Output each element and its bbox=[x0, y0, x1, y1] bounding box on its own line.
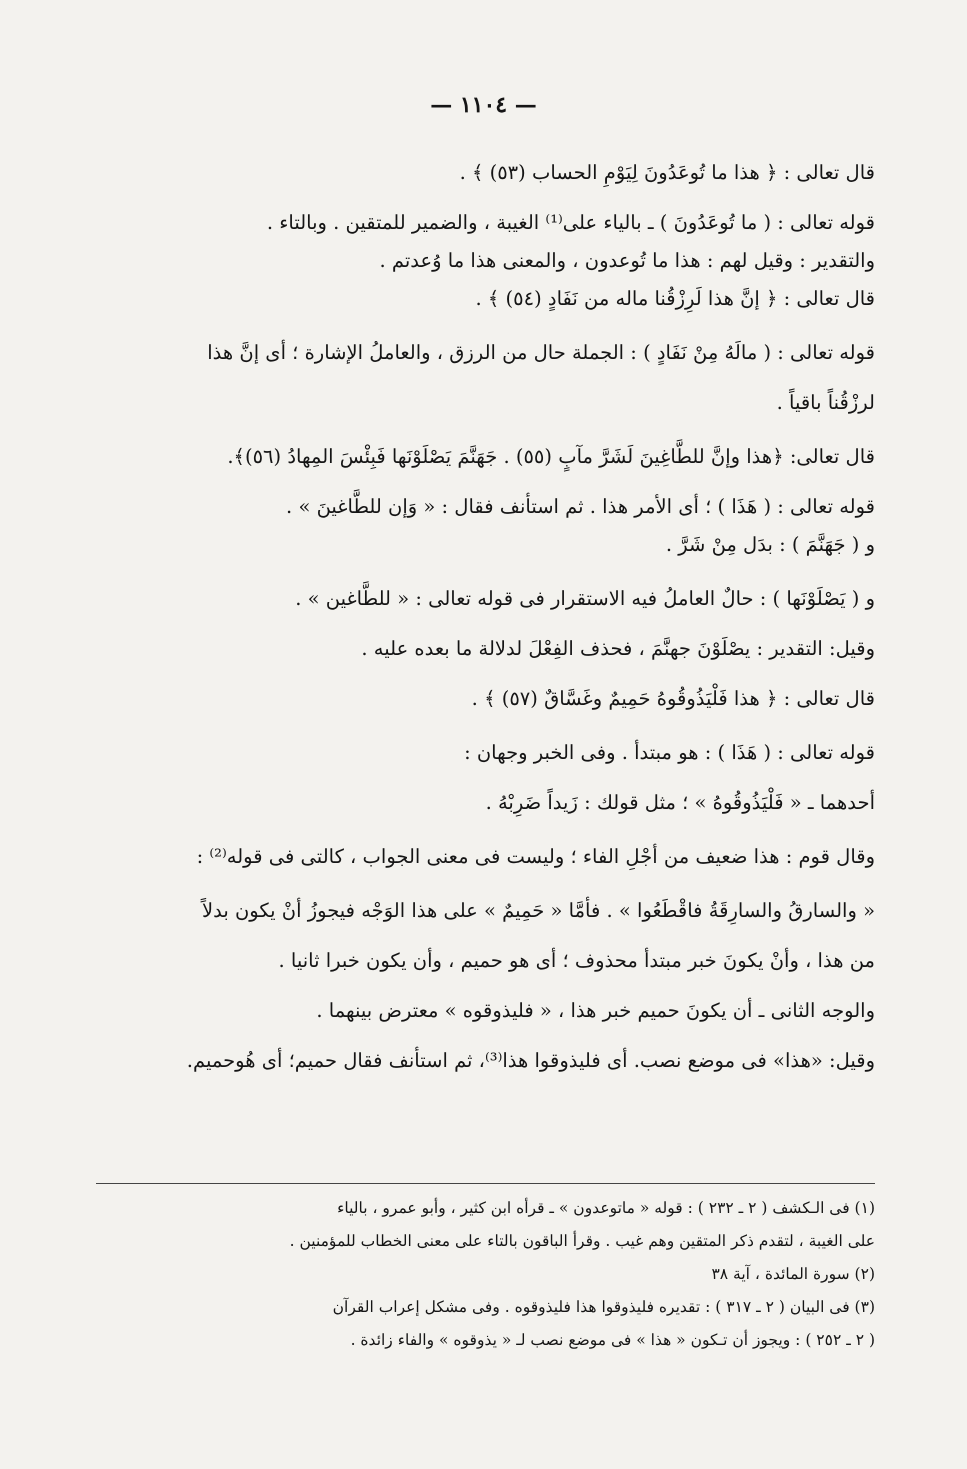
footnote-line: ( ٢ ـ ٢٥٢ ) : ويجوز أن تـكون « هذا » فى موضع نصب لـ « يذوقوه » والفاء زائدة . bbox=[350, 1331, 875, 1349]
text-line: « والسارقُ والسارِقَةُ فاقْطَعُوا » . فأمَّا « حَمِيمٌ » على هذا الوَجْه فيجوزُ أنْ يكون بدلاً bbox=[202, 899, 875, 922]
text-line: لرزْقُناً باقياً . bbox=[776, 391, 875, 414]
text-line: قوله تعالى : ( هَذَا ) : هو مبتدأ . وفى الخبر وجهان : bbox=[464, 741, 875, 764]
text-line: والوجه الثانى ـ أن يكونَ حميم خبر هذا ، « فليذوقوه » معترض بينهما . bbox=[316, 999, 875, 1022]
text-line: قوله تعالى : ( هَذَا ) ؛ أى الأمر هذا . ثم استأنف فقال : « وَإن للطَّاغينَ » . bbox=[286, 495, 875, 518]
text-line: وقيل: التقدير : يصْلَوْنَ جهنَّمَ ، فحذف الفِعْلَ لدلالة ما بعده عليه . bbox=[361, 637, 875, 660]
text-line: قوله تعالى : ( مالَهُ مِنْ نَفَادٍ ) : الجملة حال من الرزق ، والعاملُ الإشارة ؛ أى إنَّ هذا bbox=[207, 341, 875, 364]
footnote-line: (٢) سورة المائدة ، آية ٣٨ bbox=[711, 1265, 875, 1283]
text-line: وقال قوم : هذا ضعيف من أجْلِ الفاء ؛ وليست فى معنى الجواب ، كالتى فى قوله⁽²⁾ : bbox=[196, 845, 875, 868]
footnotes bbox=[96, 1192, 875, 1357]
main-text bbox=[96, 152, 875, 1090]
text-line: من هذا ، وأنْ يكونَ خبر مبتدأ محذوف ؛ أى هو حميم ، وأن يكون خبرا ثانيا . bbox=[278, 949, 875, 972]
text-line: و ( يَصْلَوْنَها ) : حالٌ العاملُ فيه الاستقرار فى قوله تعالى : « للطَّاغين » . bbox=[295, 587, 875, 610]
page-number: — ١١٠٤ — bbox=[430, 92, 537, 118]
text-line: قال تعالى: ﴿هذا وإنَّ للطَّاغِينَ لَشَرَّ مآبٍ (٥٥) . جَهَنَّمَ يَصْلَوْنَها فَبِئْسَ المِهادُ (٥٦)﴾. bbox=[227, 445, 875, 468]
text-line: قال تعالى : ﴿ إنَّ هذا لَرِزْقُنا ماله من نَفَادٍ (٥٤) ﴾ . bbox=[475, 287, 875, 310]
text-line: أحدهما ـ « فَلْيَذُوقُوهُ » ؛ مثل قولك : زَيداً ضَرِبْهُ . bbox=[485, 791, 875, 814]
text-line: و ( جَهَنَّمَ ) : بدَل مِنْ شَرَّ . bbox=[665, 533, 875, 556]
footnote-line: على الغيبة ، لتقدم ذكر المتقين وهم غيب . وقرأ الباقون بالتاء على معنى الخطاب للمؤمنين . bbox=[289, 1232, 875, 1250]
text-line: قال تعالى : ﴿ هذا ما تُوعَدُونَ لِيَوْمِ الحساب (٥٣) ﴾ . bbox=[459, 161, 875, 184]
footnote-line: (١) فى الـكشف ( ٢ ـ ٢٣٢ ) : قوله « ماتوعدون » ـ قرأه ابن كثير ، وأبو عمرو ، بالياء bbox=[337, 1199, 875, 1217]
footnote-divider bbox=[96, 1183, 875, 1184]
text-line: وقيل: «هذا» فى موضع نصب. أى فليذوقوا هذا⁽³⁾، ثم استأنف فقال حميم؛ أى هُوحميم. bbox=[186, 1049, 875, 1072]
text-line: والتقدير : وقيل لهم : هذا ما تُوعدون ، والمعنى هذا ما وُعدتم . bbox=[379, 249, 875, 272]
footnote-line: (٣) فى البيان ( ٢ ـ ٣١٧ ) : تقديره فليذوقوا هذا فليذوقوه . وفى مشكل إعراب القرآن bbox=[332, 1298, 875, 1316]
text-line: قال تعالى : ﴿ هذا فَلْيَذُوقُوهُ حَمِيمٌ وغَسَّاقٌ (٥٧) ﴾ . bbox=[471, 687, 875, 710]
text-line: قوله تعالى : ( ما تُوعَدُونَ ) ـ بالياء على⁽¹⁾ الغيبة ، والضمير للمتقين . وبالتاء . bbox=[266, 211, 875, 234]
